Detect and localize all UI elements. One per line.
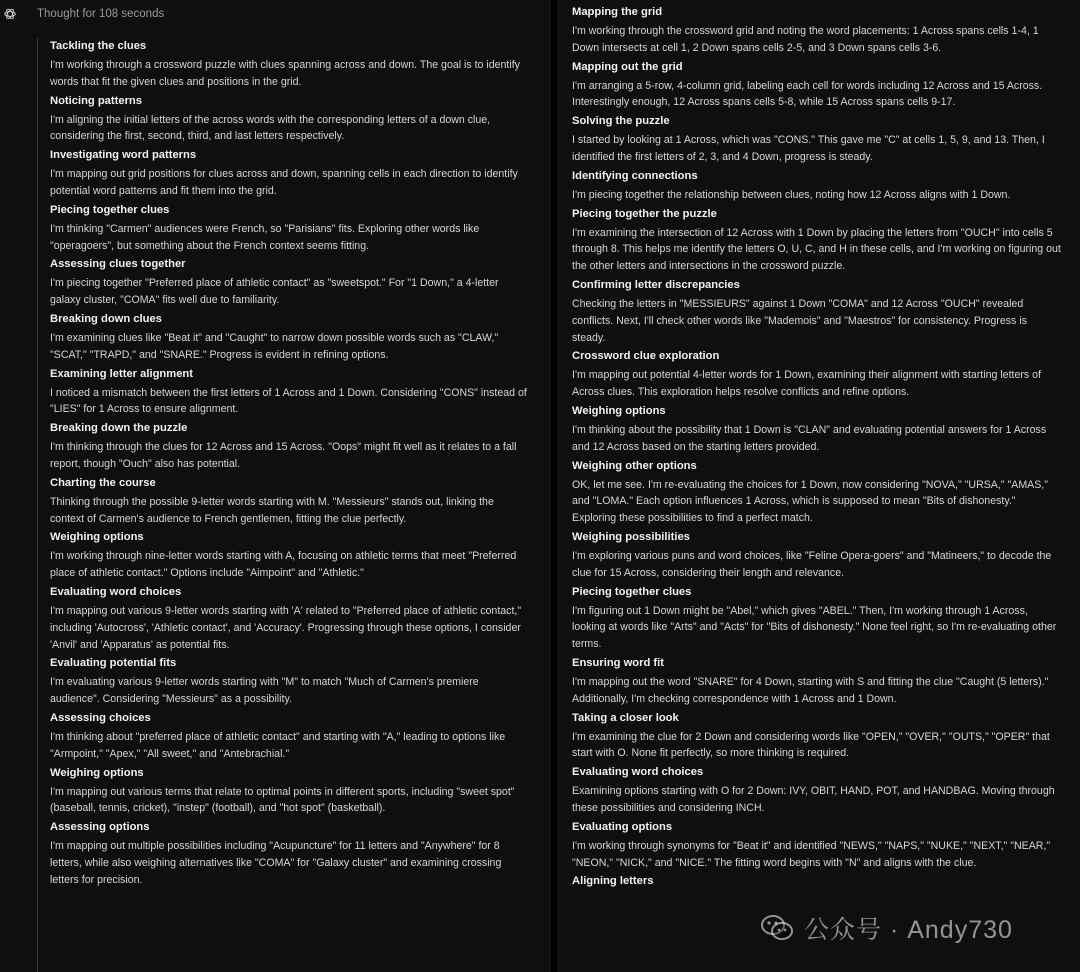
- section-body: I'm thinking "Carmen" audiences were French, so "Parisians" fits. Exploring other words like "operagoers", but something about the French context seems fitting.: [50, 222, 480, 252]
- section-body: I noticed a mismatch between the first letters of 1 Across and 1 Down. Considering "CONS" instead of "LIES" for 1 Across to ensure alignment.: [50, 386, 527, 416]
- thought-section: [572, 168, 1062, 204]
- section-title: Examining letter alignment: [50, 367, 193, 380]
- section-title: Piecing together the puzzle: [572, 207, 717, 220]
- right-thought-list: [572, 4, 1062, 972]
- thought-section: [50, 311, 530, 364]
- section-body: I'm mapping out grid positions for clues across and down, spanning cells in each direction to identify potential word patterns and fit them into the grid.: [50, 168, 518, 197]
- section-title: Aligning letters: [572, 875, 654, 888]
- thought-section: [50, 38, 530, 91]
- section-body: I'm mapping out various 9-letter words starting with 'A' related to "Preferred place of athletic contact," including 'Autocross', 'Athletic contact', and 'Accuracy'. Progressing through these options, I consider 'Anvil' and 'Apparatus' as potential fits.: [50, 604, 522, 651]
- thought-section: [572, 4, 1062, 57]
- section-title: Weighing options: [50, 766, 144, 779]
- section-title: Evaluating word choices: [50, 585, 182, 598]
- thought-section: [572, 655, 1062, 708]
- thought-section: [572, 206, 1062, 275]
- section-body: I'm arranging a 5-row, 4-column grid, labeling each cell for words including 12 Across and 15 Across. Interestingly enough, 12 Across spans cells 5-8, while 15 Across spans cells 9-17.: [572, 79, 1043, 109]
- thought-section: [572, 529, 1062, 582]
- section-body: I'm thinking about the possibility that 1 Down is "CLAN" and evaluating potential answers for 1 Across and 12 Across based on the starting letters provided.: [572, 423, 1047, 453]
- section-body: I'm aligning the initial letters of the across words with the corresponding letters of a down clue, considering the first, second, third, and last letters respectively.: [50, 113, 491, 143]
- thought-section: [572, 59, 1062, 112]
- thought-section: [50, 93, 530, 146]
- section-title: Piecing together clues: [572, 585, 692, 598]
- thought-section: [572, 873, 1062, 890]
- thought-section: [50, 256, 530, 309]
- thought-section: [50, 710, 530, 763]
- left-thought-list: [37, 38, 530, 972]
- thought-section: [50, 655, 530, 708]
- thought-section: [50, 420, 530, 473]
- section-title: Weighing other options: [572, 459, 697, 472]
- thought-section: [572, 584, 1062, 653]
- section-body: I'm working through synonyms for "Beat it" and identified "NEWS," "NAPS," "NUKE," "NEXT," "NEAR," "NEON," "NICK," and "NICE." The fitting word begins with "N" and aligns with the clue.: [572, 839, 1051, 869]
- thought-section: [50, 147, 530, 200]
- section-title: Weighing options: [50, 531, 144, 544]
- thought-duration-title[interactable]: Thought for 108 seconds: [37, 8, 165, 20]
- watermark-text: 公众号 · Andy730: [804, 916, 1013, 944]
- section-body: I'm mapping out the word "SNARE" for 4 Down, starting with S and fitting the clue "Caught (5 letters)." Additionally, I'm checking correspondence with 1 Across and 1 Down.: [572, 675, 1049, 705]
- section-body: I'm mapping out potential 4-letter words for 1 Down, examining their alignment with starting letters of Across clues. This exploration helps resolve conflicts and refine options.: [572, 369, 1041, 399]
- section-body: I started by looking at 1 Across, which was "CONS." This gave me "C" at cells 1, 5, 9, and 13. Then, I identified the first letters of 2, 3, and 4 Down, progress is steady.: [572, 134, 1045, 163]
- section-body: I'm working through a crossword puzzle with clues spanning across and down. The goal is to identify words that fit the given clues and positions in the grid.: [50, 59, 520, 88]
- section-title: Assessing choices: [50, 711, 151, 724]
- section-body: I'm evaluating various 9-letter words starting with "M" to match "Much of Carmen's premiere audience". Considering "Messieurs" as a possibility.: [50, 676, 479, 706]
- section-body: I'm exploring various puns and word choices, like "Feline Opera-goers" and "Matineers," to decode the clue for 15 Across, considering their length and relevance.: [572, 549, 1052, 579]
- section-body: I'm examining clues like "Beat it" and "Caught" to narrow down possible words such as "CLAW," "SCAT," "TRAPD," and "SNARE." Progress is evident in refining options.: [50, 331, 499, 361]
- thought-section: [50, 765, 530, 818]
- section-title: Tackling the clues: [50, 40, 147, 52]
- section-title: Solving the puzzle: [572, 115, 670, 128]
- section-title: Mapping the grid: [572, 6, 663, 18]
- thought-header[interactable]: [0, 0, 551, 28]
- section-title: Identifying connections: [572, 169, 698, 182]
- thought-section: [50, 529, 530, 582]
- section-body: I'm piecing together "Preferred place of athletic contact" as "sweetspot." For "1 Down," a 4-letter galaxy cluster, "COMA" fits well due to familiarity.: [50, 277, 499, 307]
- section-title: Noticing patterns: [50, 94, 142, 107]
- section-body: Thinking through the possible 9-letter words starting with M. "Messieurs" stands out, linking the context of Carmen's audience to French gentlemen, fitting the clue perfectly.: [50, 495, 494, 525]
- thought-section: [50, 584, 530, 653]
- thought-section: [50, 202, 530, 255]
- thought-section: [572, 348, 1062, 401]
- section-title: Breaking down clues: [50, 312, 162, 325]
- section-body: I'm figuring out 1 Down might be "Abel," which gives "ABEL." Then, I'm working through 1 Across, looking at words like "Arts" and "Acts" for "Bits of dishonesty." None feel right, so I'm re-evaluating other terms.: [572, 604, 1057, 651]
- thought-section: [50, 366, 530, 419]
- thought-section: [50, 819, 530, 888]
- thought-section: [572, 764, 1062, 817]
- section-title: Charting the course: [50, 476, 156, 489]
- section-title: Breaking down the puzzle: [50, 422, 188, 435]
- section-body: I'm working through nine-letter words starting with A, focusing on athletic terms that meet "Preferred place of athletic contact." Options include "Aimpoint" and "Athletic.": [50, 550, 517, 580]
- section-title: Piecing together clues: [50, 203, 170, 216]
- section-title: Evaluating potential fits: [50, 657, 177, 670]
- section-body: I'm mapping out multiple possibilities including "Acupuncture" for 11 letters and "Anywhere" for 8 letters, while also weighing alternatives like "COMA" for "Galaxy cluster" and examining crossing letters for precision.: [50, 840, 502, 886]
- section-body: OK, let me see. I'm re-evaluating the choices for 1 Down, now considering "NOVA," "URSA," "AMAS," and "LOMA." Each option influences 1 Across, which is supposed to mean "Bits of dishonesty." Exploring these possibilities to find a perfect match.: [572, 478, 1048, 525]
- thought-section: [572, 710, 1062, 763]
- openai-logo-icon: [3, 7, 17, 21]
- section-body: Examining options starting with O for 2 Down: IVY, OBIT, HAND, POT, and HANDBAG. Moving through these possibilities and considering INCH.: [572, 785, 1055, 814]
- thought-section: [572, 458, 1062, 527]
- section-body: I'm examining the intersection of 12 Across with 1 Down by placing the letters from "OUCH" into cells 5 through 8. This helps me identify the letters O, U, C, and H in these cells, and I'm working on figuring out the other letters and intersections in the crossword puzzle.: [572, 226, 1061, 273]
- section-title: Weighing possibilities: [572, 530, 690, 543]
- section-body: I'm thinking through the clues for 12 Across and 15 Across. "Oops" might fit well as it relates to a fall report, though "Ouch" also has potential.: [50, 441, 517, 470]
- section-body: I'm piecing together the relationship between clues, noting how 12 Across aligns with 1 Down.: [572, 188, 1011, 201]
- thought-section: [572, 113, 1062, 166]
- section-title: Assessing options: [50, 821, 150, 834]
- section-body: I'm working through the crossword grid and noting the word placements: 1 Across spans cells 1-4, 1 Down intersects at cell 1, 2 Down spans cells 2-5, and 3 Down spans cells 3-6.: [572, 25, 1039, 54]
- thought-section: [572, 403, 1062, 456]
- section-title: Taking a closer look: [572, 711, 679, 724]
- section-title: Weighing options: [572, 404, 666, 417]
- thought-section: [572, 277, 1062, 346]
- section-body: I'm thinking about "preferred place of athletic contact" and starting with "A," leading to options like "Armpoint," "Apex," "All sweet," and "Antebrachial.": [50, 730, 506, 760]
- section-title: Crossword clue exploration: [572, 350, 720, 363]
- section-title: Ensuring word fit: [572, 656, 664, 669]
- section-body: I'm mapping out various terms that relate to optimal points in different sports, including "sweet spot" (baseball, tennis, cricket), "instep" (football), and "hot spot" (basketball).: [50, 785, 515, 815]
- section-title: Mapping out the grid: [572, 60, 683, 73]
- section-title: Assessing clues together: [50, 258, 186, 271]
- thought-section: [572, 819, 1062, 872]
- section-title: Confirming letter discrepancies: [572, 278, 740, 291]
- right-thought-panel: [557, 0, 1080, 972]
- section-title: Evaluating word choices: [572, 766, 704, 779]
- section-body: I'm examining the clue for 2 Down and considering words like "OPEN," "OVER," "OUTS," "OPER" that start with O. None fit perfectly, so more thinking is required.: [572, 730, 1050, 760]
- thought-section: [50, 475, 530, 528]
- section-title: Investigating word patterns: [50, 149, 197, 162]
- section-body: Checking the letters in "MESSIEURS" against 1 Down "COMA" and 12 Across "OUCH" revealed conflicts. Next, I'll check other words like "Mademois" and "Maestros" for consistency. Progress is steady.: [572, 297, 1027, 344]
- section-title: Evaluating options: [572, 820, 673, 833]
